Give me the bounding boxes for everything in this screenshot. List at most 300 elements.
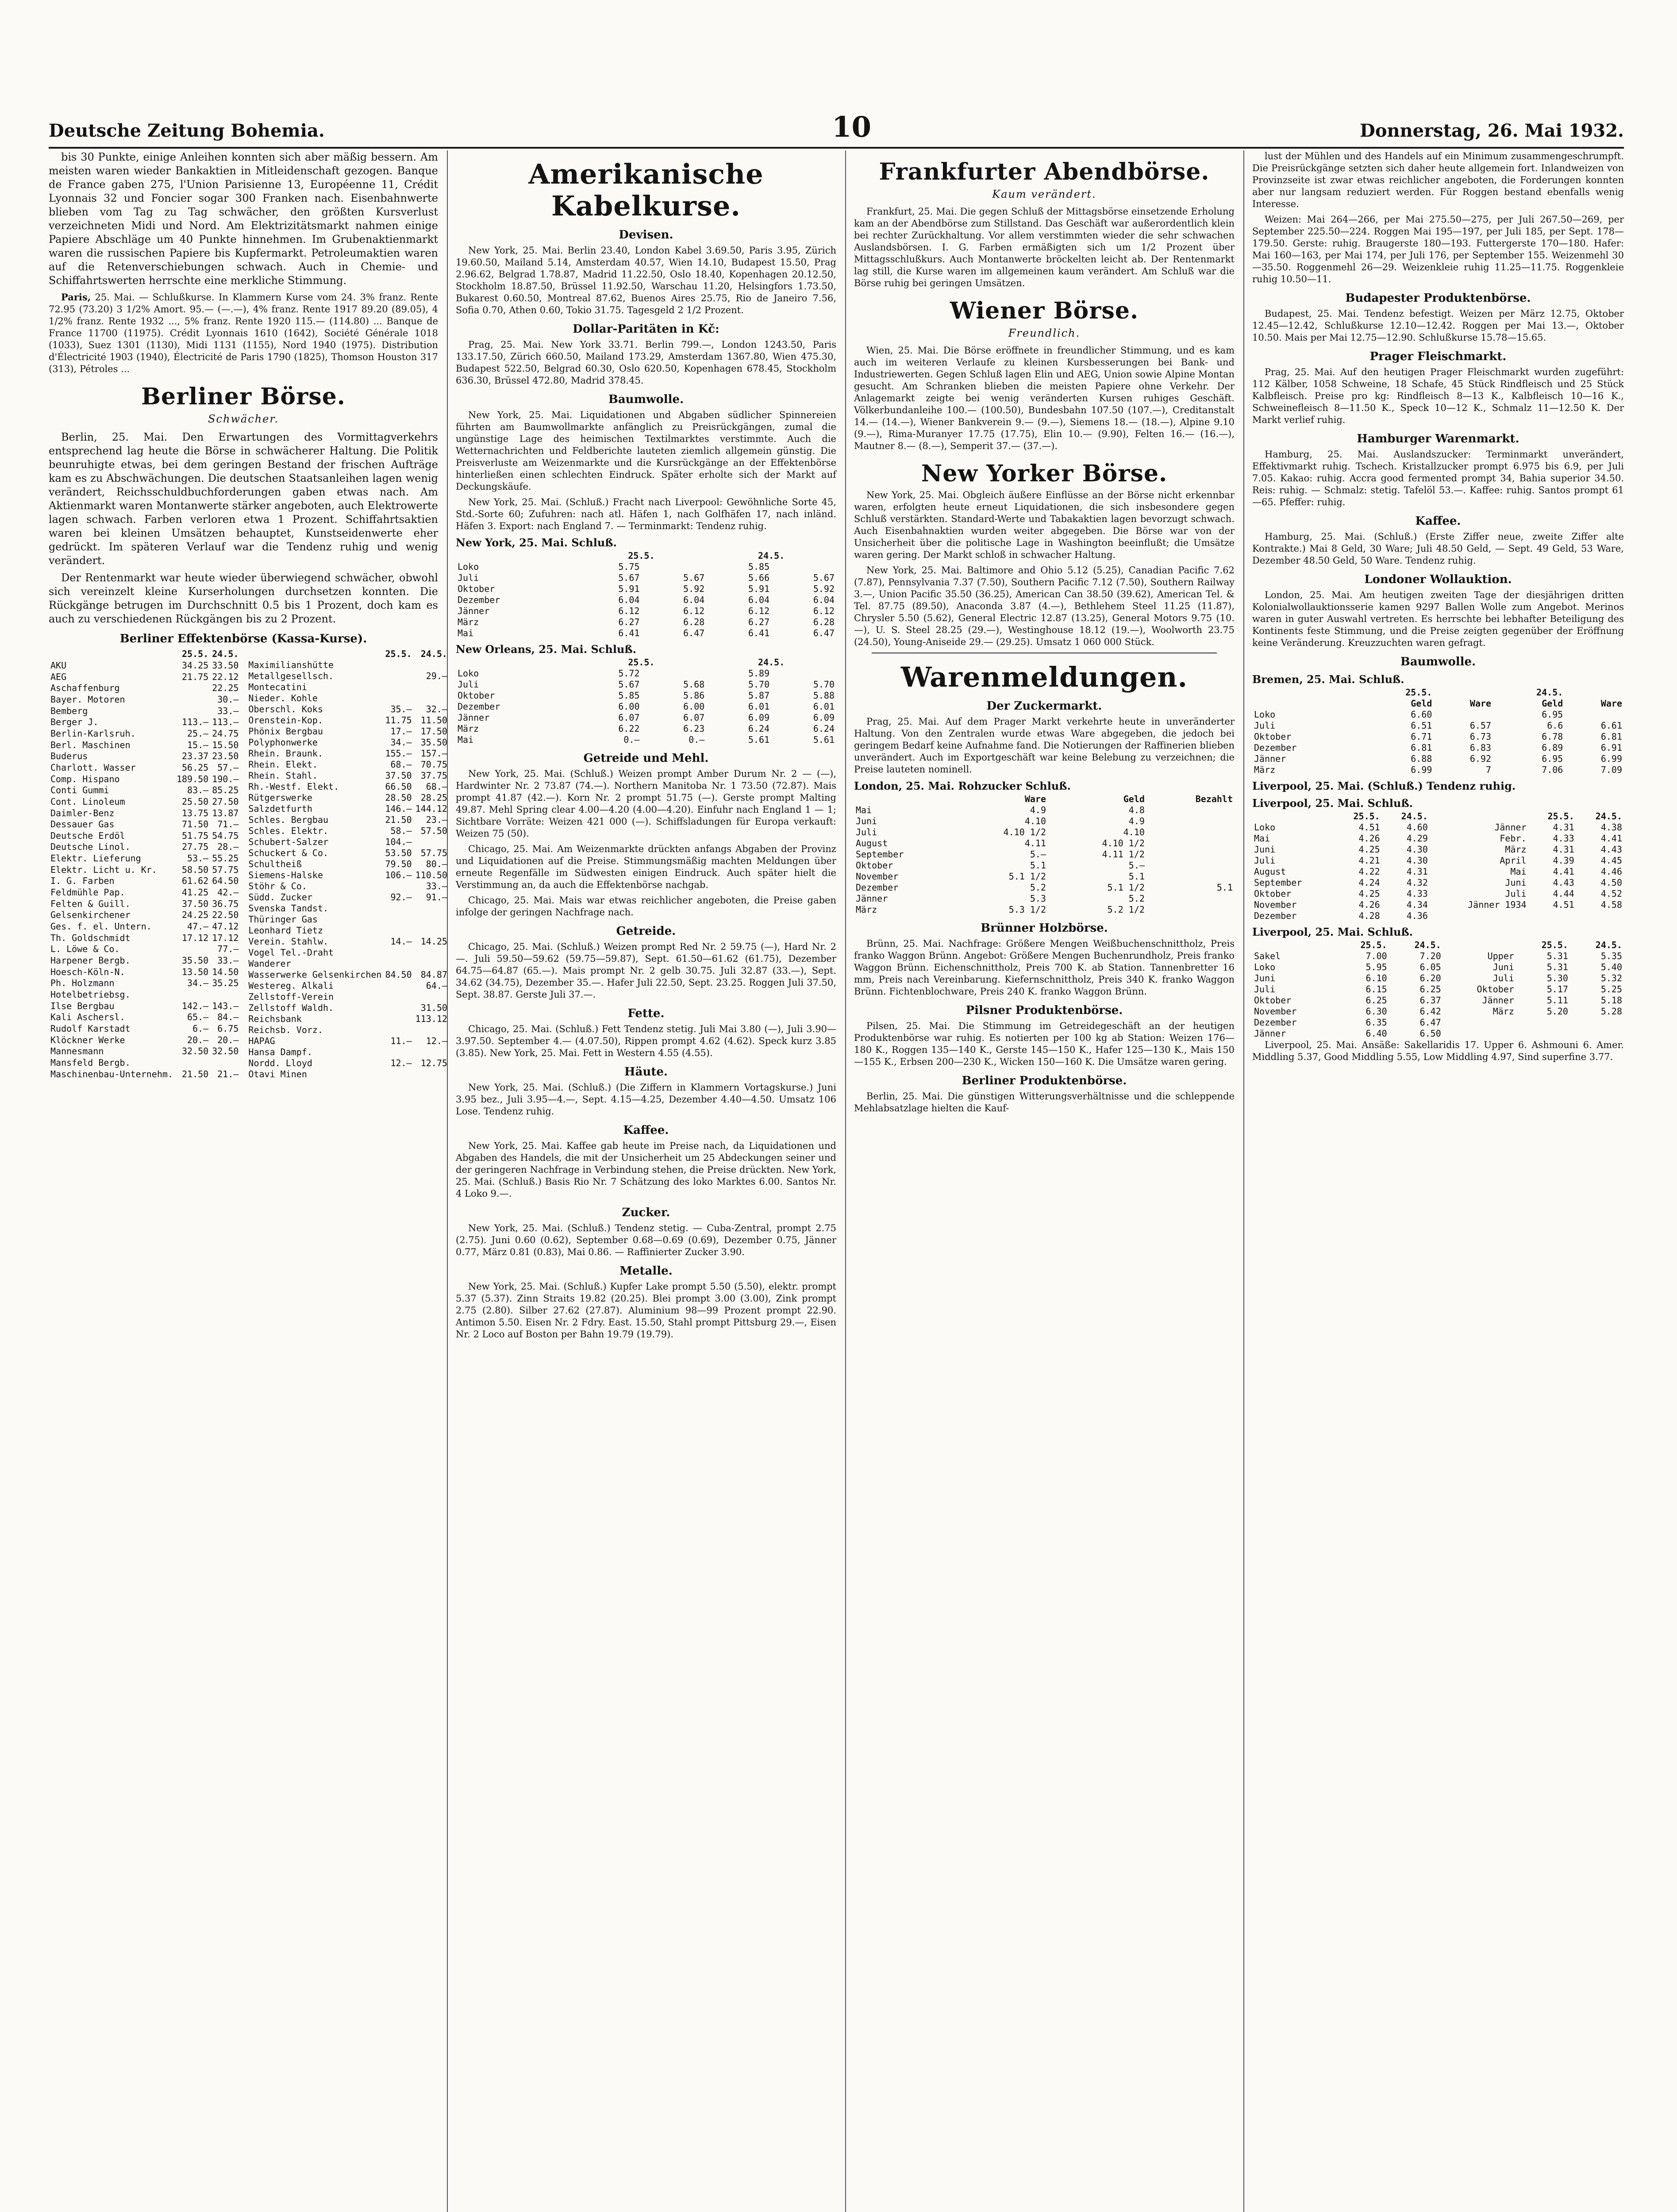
effekten-row-label: Berger J.: [50, 717, 99, 728]
liverpool-cotton-table: 25.5. 24.5. 25.5. 24.5. Loko 4.51 4.60 Jänner 4.31 4.38 Mai 4.26 4.29 Febr. 4.33 4.41 Juni 4.25 4.30 März 4.31 4.43 Juli 4.21 4.30 April 4.39 4.45 August 4.22 4.31 Mai 4.41 4.46 September 4.24 4.32 Juni 4.43 4.50 Oktober 4.25 4.33 Juli 4.44 4.52 November 4.26 4.34 Jänner 1934 4.51 4.58 Dezember 4.28 4.36: [1252, 811, 1624, 922]
liverpool-cotton-row-value: 4.52: [1600, 888, 1622, 899]
zucker-text: New York, 25. Mai. (Schluß.) Tendenz stetig. — Cuba-Zentral, prompt 2.75 (2.75). Juni 0.60 (0.62), September 0.68—0.69 (0.69), Dezember 0.75, Jänner 0.77, März 0.81 (0.83), Mai 0.86. — Raffinierter Zucker 3.90.: [456, 1223, 836, 1257]
liverpool-cotton-row-value: 4.31: [1406, 866, 1428, 877]
effekten-row: [49, 1068, 240, 1080]
bremen-cotton-row: [1252, 731, 1624, 742]
effekten-row-label: Verein. Stahlw.: [248, 936, 329, 947]
no-cotton-row-value: 5.89: [748, 668, 770, 679]
effekten-row-value: [175, 683, 210, 694]
hamburg-title: Hamburger Warenmarkt.: [1357, 432, 1519, 445]
effekten-row-value: [414, 1069, 449, 1080]
liverpool-cotton-row-label: Oktober: [1254, 888, 1292, 899]
effekten-row-label: L. Löwe & Co.: [50, 944, 120, 955]
ny-cotton-row-value: 5.91: [748, 584, 770, 594]
newyork-title: New Yorker Börse.: [921, 460, 1168, 487]
effekten-row: [246, 991, 449, 1002]
liverpool-egypt-row-value: 6.35: [1365, 1017, 1387, 1028]
bremen-cotton-row-value: 6.88: [1411, 753, 1432, 764]
liverpool-cotton-row-value: 4.25: [1358, 844, 1380, 855]
effekten-row-label: Bayer. Motoren: [50, 694, 125, 705]
prager-fleisch-title: Prager Fleischmarkt.: [1369, 350, 1507, 363]
effekten-row: [49, 694, 240, 706]
effekten-row-label: Schuckert & Co.: [248, 848, 329, 858]
london-sugar-row-label: Oktober: [856, 860, 893, 871]
effekten-row-value: [414, 914, 449, 925]
liverpool-egypt-row-value: 6.10: [1365, 973, 1387, 983]
effekten-row-value: 35.50: [420, 737, 447, 748]
london-sugar-row-value: [1154, 816, 1235, 827]
london-sugar-row-value: [1048, 827, 1055, 838]
effekten-row-label: Rh.-Westf. Elekt.: [248, 781, 339, 792]
effekten-row: [49, 921, 240, 933]
effekten-row: [246, 803, 449, 814]
effekten-row-value: 22.12: [212, 671, 239, 682]
effekten-row: [49, 853, 240, 864]
budapest-text: Budapest, 25. Mai. Tendenz befestigt. Weizen per März 12.75, Oktober 12.45—12.42, Schlußkurse 12.10—12.42. Roggen per Mai 13.—, Oktober 10.50. Mais per Mai 12.75—12.90. Schlußkurse 15.78—15.65.: [1252, 308, 1624, 343]
effekten-row-value: 57.—: [217, 762, 239, 773]
no-cotton-row: [456, 712, 836, 723]
liverpool-cotton-row-value: 4.21: [1358, 855, 1380, 866]
bremen-cotton-row-value: 6.61: [1600, 720, 1622, 731]
effekten-row-value: 58.50: [181, 864, 209, 875]
liverpool-egypt-row: [1252, 951, 1624, 962]
no-cotton-row-value: [642, 668, 707, 679]
effekten-row: [49, 773, 240, 785]
no-cotton-row-label: Oktober: [458, 690, 495, 701]
paris-quotes: [49, 291, 438, 375]
london-sugar-row-value: 5.2: [1030, 882, 1046, 893]
zuckermarkt-title: Der Zuckermarkt.: [986, 699, 1102, 713]
effekten-row: [246, 792, 449, 803]
london-sugar-row: [854, 838, 1235, 849]
effekten-row-label: Westereg. Alkali: [248, 980, 334, 991]
effekten-row-label: Reichsb. Vorz.: [248, 1025, 323, 1035]
effekten-row: [246, 1036, 449, 1047]
london-sugar-row-label: Mai: [856, 805, 872, 815]
effekten-row-value: [383, 682, 413, 693]
liverpool-egypt-row-value: 5.40: [1600, 962, 1622, 972]
berliner-produkten-title: Berliner Produktenbörse.: [962, 1074, 1127, 1087]
ny-cotton-row-value: 6.28: [813, 617, 835, 627]
effekten-row-value: 143.—: [212, 1000, 239, 1011]
liverpool-cotton-row-value: 4.33: [1553, 833, 1574, 844]
london-sugar-row: [854, 904, 1235, 915]
london-sugar-row-value: 5.1 1/2: [1008, 871, 1046, 882]
wiener-text: Wien, 25. Mai. Die Börse eröffnete in freundlicher Stimmung, und es kam auch im weiteren Verlaufe zu kleinen Kursbesserungen bei Bank- und Industriewerten. Gegen Schluß lagen Elin und AEG, Union sowie Alpine Montan gesucht. Am Schranken blieben die meisten Papiere ohne Verkehr. Der Anlagemarkt zeigte bei wenig veränderten Kursen ruhiges Geschäft. Völkerbundanleihe 100.— (100.50), Bundesbahn 107.50 (107.—), Creditanstalt 14.— (14.—), Wiener Bankverein 9.— (9.—), Siemens 18.— (18.—), Alpine 9.10 (9.—), Rima-Muranyer 17.75 (17.75), Elin 10.— (9.90), Felten 16.— (16.—), Mautner 8.— (8.—), Semperit 37.— (37.—).: [854, 345, 1235, 451]
ny-cotton-row-value: 6.47: [813, 628, 835, 638]
effekten-row-value: [383, 671, 413, 682]
effekten-row: [246, 1058, 449, 1069]
bremen-cotton-row-value: 6.73: [1469, 731, 1492, 742]
effekten-row-value: 33.—: [217, 705, 239, 716]
bremen-cotton-row-value: 6.92: [1469, 753, 1492, 764]
liverpool-cotton-row-value: 4.39: [1553, 855, 1574, 866]
effekten-row: [246, 1014, 449, 1025]
effekten-row: [49, 989, 240, 1001]
effekten-row-label: Maximilianshütte: [248, 660, 334, 670]
effekten-row: [246, 671, 449, 682]
liverpool-egypt-row-value: 7.20: [1419, 951, 1441, 961]
london-sugar-row-value: 4.9: [1030, 805, 1046, 815]
liverpool-cotton-row-value: 4.36: [1406, 910, 1428, 921]
liverpool-egypt-row-value: 5.95: [1365, 962, 1387, 972]
effekten-row: [49, 966, 240, 978]
london-sugar-row: [854, 871, 1235, 882]
effekten-row: [246, 726, 449, 737]
london-sugar-row-value: [1146, 838, 1154, 849]
liverpool-cotton-row-value: 4.26: [1358, 833, 1380, 844]
ny-cotton-row-label: Jänner: [458, 606, 490, 616]
liverpool-egypt-row-label: Jänner: [1254, 1028, 1286, 1039]
devisen-text: New York, 25. Mai. Berlin 23.40, London Kabel 3.69.50, Paris 3.95, Zürich 19.60.50, Mailand 5.14, Amsterdam 40.57, Wien 14.10, Budapest 15.50, Prag 2.96.62, Belgrad 1.78.87, Madrid 11.22.50, Oslo 18.40, Kopenhagen 20.12.50, Stockholm 18.87.50, Brüssel 11.92.50, Warschau 11.20, Helsingfors 1.73.50, Bukarest 0.60.50, Montreal 87.62, Buenos Aires 25.75, Rio de Janeiro 7.56, Sofia 0.70, Athen 0.60, Tokio 31.75. Tagesgeld 2 1/2 Prozent.: [456, 245, 836, 315]
effekten-table: [49, 649, 447, 1080]
effekten-row: [49, 683, 240, 694]
no-cotton-row-value: 6.07: [618, 712, 640, 723]
liverpool-egypt-row-value: 6.30: [1365, 1006, 1387, 1017]
effekten-row: [49, 864, 240, 876]
london-label: London, 25. Mai. Rohzucker Schluß.: [854, 780, 1071, 792]
effekten-row-label: Hoesch-Köln-N.: [50, 966, 125, 977]
effekten-row-value: 24.25: [181, 910, 209, 921]
liverpool-cotton-row-value: 4.26: [1358, 899, 1380, 910]
wiener-title: Wiener Börse.: [950, 297, 1139, 324]
effekten-row-label: Hansa Dampf.: [248, 1047, 312, 1057]
no-cotton-row-value: 6.07: [683, 712, 705, 723]
effekten-row-value: 37.75: [420, 770, 447, 781]
effekten-row-label: Comp. Hispano: [50, 773, 120, 784]
effekten-row-value: 25.—: [187, 728, 209, 739]
effekten-row-value: 58.—: [390, 826, 412, 836]
effekten-row-value: [175, 1057, 210, 1069]
london-sugar-row-value: [1146, 893, 1154, 904]
no-cotton-table: 25.5. 24.5. Loko 5.72 5.89 Juli 5.67 5.68 5.70 5.70 Oktober 5.85 5.86 5.87 5.88 Dezember 6.00 6.00 6.01 6.01 Jänner 6.07 6.07 6.09 6.09 März 6.22 6.23 6.24 6.24 Mai 0.— 0.— 5.61 5.61: [456, 657, 836, 745]
effekten-row-value: [414, 660, 449, 671]
effekten-row: [246, 814, 449, 826]
london-sugar-row-value: 5.1: [1128, 871, 1145, 882]
effekten-row-label: Polyphonwerke: [248, 737, 318, 748]
effekten-row: [49, 898, 240, 910]
kabelkurse-title: Amerikanische Kabelkurse.: [528, 158, 764, 222]
ny-cotton-row-value: 5.67: [618, 572, 640, 583]
london-sugar-row-value: [1146, 871, 1154, 882]
ny-cotton-row: [456, 561, 836, 572]
effekten-row-label: AEG: [50, 671, 67, 682]
liverpool-egypt-row-value: 6.50: [1419, 1028, 1441, 1039]
no-cotton-row-value: 5.70: [748, 679, 770, 690]
liverpool-cotton-row-value: Juni: [1505, 877, 1527, 888]
effekten-row-value: 106.—: [385, 870, 412, 880]
liverpool-egypt-row: [1252, 995, 1624, 1006]
bremen-cotton-row-value: [1434, 709, 1493, 720]
liverpool-cotton-row-value: Mai: [1510, 866, 1527, 877]
london-sugar-row-value: 5.—: [1030, 849, 1046, 860]
effekten-row-value: 68.—: [426, 781, 447, 792]
liverpool-egypt-row-value: 5.35: [1600, 951, 1622, 961]
liverpool-cotton-row-value: März: [1505, 844, 1527, 855]
bremen-cotton-row-label: Oktober: [1254, 731, 1292, 742]
liverpool-egypt-row: [1252, 1028, 1624, 1039]
london-sugar-row-value: 4.10 1/2: [1003, 827, 1046, 837]
liverpool-cotton-row-value: 4.41: [1600, 833, 1622, 844]
effekten-row-value: 85.25: [212, 785, 239, 796]
ny-cotton-row: [456, 617, 836, 628]
effekten-row-label: Schles. Elektr.: [248, 826, 329, 836]
bremen-cotton-row-value: 6.89: [1542, 742, 1563, 753]
no-cotton-row: [456, 701, 836, 712]
ny-cotton-row: [456, 628, 836, 639]
effekten-row-value: 23.37: [181, 751, 209, 762]
effekten-row-value: [175, 944, 210, 955]
effekten-row-value: 17.50: [420, 726, 447, 737]
no-cotton-row-value: 6.00: [618, 701, 640, 712]
london-sugar-row-value: [1154, 904, 1235, 915]
devisen-title: Devisen.: [619, 228, 673, 242]
effekten-row-label: Svenska Tandst.: [248, 903, 329, 914]
bremen-cotton-table: 25.5. 24.5. Geld Ware Geld Ware Loko 6.60 6.95 Juli 6.51 6.57 6.6 6.61 Oktober 6.71 6.73 6.78 6.81 Dezember 6.81 6.83 6.89 6.91 Jänner 6.88 6.92 6.95 6.99 März 6.99 7 7.06 7.09: [1252, 687, 1624, 776]
effekten-row-label: Montecatini: [248, 682, 307, 692]
effekten-row-value: 35.50: [181, 955, 209, 966]
effekten-row-value: 6.—: [192, 1023, 209, 1034]
liverpool-egypt-row: [1252, 984, 1624, 995]
no-cotton-label: New Orleans, 25. Mai. Schluß.: [456, 643, 636, 656]
effekten-row-value: 12.—: [426, 1036, 447, 1046]
effekten-row-value: [414, 947, 449, 958]
liverpool-cotton-row-value: 4.51: [1553, 899, 1574, 910]
effekten-row-label: Deutsche Erdöl: [50, 830, 125, 841]
effekten-row-value: 14.—: [390, 936, 412, 947]
effekten-row-label: Otavi Minen: [248, 1069, 307, 1079]
effekten-row-value: 37.50: [385, 770, 412, 781]
getreide-chicago-title: Getreide.: [616, 925, 676, 938]
liverpool-cotton-row-value: Jänner: [1494, 822, 1527, 833]
effekten-row-value: 92.—: [390, 892, 412, 902]
effekten-row-label: Wasserwerke Gelsenkirchen: [248, 969, 382, 980]
effekten-row-value: 21.50: [385, 814, 412, 825]
liverpool-cotton-row-value: 4.43: [1553, 877, 1574, 888]
effekten-row-label: Elektr. Licht u. Kr.: [50, 864, 157, 875]
liverpool-end-text: Liverpool, 25. Mai. Ansäße: Sakellaridis 17. Upper 6. Ashmouni 6. Amer. Middling 5.37, Good Middling 5.55, Low Middling 4.97, Sind superfine 3.77.: [1252, 1040, 1624, 1062]
liverpool-egypt-row-value: 5.25: [1600, 984, 1622, 995]
no-cotton-row-value: 5.85: [618, 690, 640, 701]
wiener-subtitle: Freundlich.: [1008, 327, 1081, 339]
effekten-row-value: 32.50: [181, 1046, 209, 1057]
no-cotton-row-value: 5.87: [748, 690, 770, 701]
page-header: [49, 111, 1624, 150]
no-cotton-row-value: 5.70: [813, 679, 835, 690]
effekten-row-value: 21.50: [181, 1068, 209, 1079]
bremen-cotton-row-value: 6.78: [1542, 731, 1563, 742]
london-sugar-row: [854, 849, 1235, 860]
liverpool-egypt-row: [1252, 973, 1624, 984]
effekten-row-value: 24.75: [212, 728, 239, 739]
london-sugar-row: [854, 893, 1235, 904]
london-sugar-row-value: 5.1: [1216, 882, 1233, 893]
bremen-cotton-row: [1252, 709, 1624, 720]
no-cotton-row-label: Loko: [458, 668, 479, 679]
ny-cotton-label: New York, 25. Mai. Schluß.: [456, 536, 617, 549]
effekten-row-value: [414, 682, 449, 693]
london-sugar-row-value: [1154, 871, 1235, 882]
no-cotton-row-value: 5.61: [748, 734, 770, 745]
london-sugar-row-value: [1146, 882, 1154, 893]
bremen-cotton-row-value: 6.57: [1469, 720, 1492, 731]
ny-cotton-row-value: 5.66: [748, 572, 770, 583]
effekten-row-label: Aschaffenburg: [50, 683, 120, 694]
no-cotton-row-value: 5.61: [813, 734, 835, 745]
effekten-row-value: 32.—: [426, 704, 447, 714]
liverpool-egypt-row-value: 6.25: [1365, 995, 1387, 1006]
liverpool-cotton-row-value: 4.38: [1600, 822, 1622, 833]
london-sugar-row-value: 4.8: [1128, 805, 1145, 815]
effekten-row-label: Rütgerswerke: [248, 792, 312, 803]
liverpool-cotton-row-value: 4.43: [1600, 844, 1622, 855]
effekten-row-value: 190.—: [212, 773, 239, 784]
effekten-row-label: Salzdetfurth: [248, 803, 312, 814]
liverpool-egypt-row-label: Loko: [1254, 962, 1276, 972]
effekten-row-label: Buderus: [50, 751, 88, 762]
effekten-row-value: [175, 705, 210, 717]
effekten-row-value: 64.—: [426, 980, 447, 991]
effekten-row-value: 71.—: [217, 819, 239, 830]
liverpool-egypt-row-value: 5.20: [1546, 1006, 1568, 1017]
effekten-row: [49, 762, 240, 774]
effekten-row: [246, 1069, 449, 1080]
dollar-text: Prag, 25. Mai. New York 33.71. Berlin 799.—, London 1243.50, Paris 133.17.50, Zürich 660.50, Mailand 173.29, Amsterdam 1367.80, Wien 475.30, Budapest 522.50, Belgrad 60.30, Oslo 620.50, Kopenhagen 678.45, Stockholm 636.30, Brüssel 472.80, Madrid 378.45.: [456, 339, 836, 386]
liverpool-cotton-row: [1252, 833, 1624, 844]
liverpool-cotton-row-value: 4.46: [1600, 866, 1622, 877]
ny-cotton-row-value: [771, 561, 836, 572]
no-cotton-row-label: Mai: [458, 734, 474, 745]
getreide-chicago-text: Chicago, 25. Mai. (Schluß.) Weizen prompt Red Nr. 2 59.75 (—), Hard Nr. 2 —. Juli 59.50—59.62 (59.75—59.87), Sept. 61.50—61.62 (61.75), Dezember 64.75—64.87 (65.—). Mais prompt Nr. 2 gelb 30.75. Juli 32.87 (33.—), Sept. 34.62 (34.75), Dezember 35.—. Hafer Juli 22.50, Sept. 23.25. Roggen Juli 37.50, Sept. 38.87. Gerste Juli 37.—.: [456, 941, 836, 1000]
effekten-row-label: Schles. Bergbau: [248, 814, 329, 825]
effekten-row: [246, 870, 449, 881]
metalle-title: Metalle.: [619, 1264, 673, 1278]
baumwolle-title-2: Baumwolle.: [1400, 655, 1476, 668]
effekten-row-label: Felten & Guill.: [50, 898, 131, 909]
effekten-row: [246, 914, 449, 925]
liverpool-cotton-row-value: 4.33: [1406, 888, 1428, 899]
bremen-cotton-row-value: 6.51: [1411, 720, 1432, 731]
london-sugar-row-label: September: [856, 849, 904, 860]
effekten-row-value: 57.75: [420, 848, 447, 858]
page-number: 10: [832, 111, 872, 144]
london-sugar-row: [854, 805, 1235, 816]
ny-cotton-row-label: Mai: [458, 628, 474, 638]
effekten-row-label: Nordd. Lloyd: [248, 1058, 312, 1068]
ny-cotton-row-value: 6.12: [813, 606, 835, 616]
effekten-row-value: 11.75: [385, 715, 412, 726]
effekten-row-value: 144.12: [415, 803, 447, 814]
effekten-row-label: Charlott. Wasser: [50, 762, 136, 773]
hamburg-text: Hamburg, 25. Mai. Auslandszucker: Terminmarkt unverändert, Effektivmarkt ruhig. Tschech. Kristallzucker prompt 6.975 bis 6.9, per Juli 7.05. Kakao: ruhig. Accra good fermented prompt 34, Bahia superior 34.50. Reis: ruhig. — Schmalz: stetig. Tafelöl 53.—. Kaffee: ruhig. Santos prompt 61—65. Pfeffer: ruhig.: [1252, 449, 1624, 507]
liverpool-egypt-row-value: 6.20: [1419, 973, 1441, 983]
liverpool-egypt-row-label: Oktober: [1254, 995, 1292, 1006]
liverpool-cotton-row: [1252, 899, 1624, 910]
liverpool-cotton-row-label: September: [1254, 877, 1302, 888]
bremen-cotton-row-value: 6.95: [1542, 753, 1563, 764]
effekten-row-label: Ilse Bergbau: [50, 1000, 115, 1011]
effekten-row-value: 27.75: [181, 841, 209, 853]
effekten-row-value: [383, 958, 413, 969]
effekten-row: [49, 910, 240, 921]
no-cotton-row: [456, 690, 836, 701]
liverpool1-label: Liverpool, 25. Mai. (Schluß.) Tendenz ruhig.: [1252, 780, 1516, 792]
liverpool-egypt-row-value: 5.31: [1546, 951, 1568, 961]
effekten-row: [246, 848, 449, 859]
effekten-row: [246, 958, 449, 969]
effekten-row-value: 25.50: [181, 796, 209, 807]
bremen-cotton-row-label: Juli: [1254, 720, 1276, 731]
liverpool-egypt-row-value: Jänner: [1482, 995, 1514, 1006]
liverpool-egypt-row: [1252, 1006, 1624, 1017]
liverpool-egypt-row-value: [1570, 1017, 1624, 1028]
liverpool-cotton-row: [1252, 888, 1624, 899]
effekten-row: [49, 1023, 240, 1035]
effekten-row: [246, 947, 449, 958]
effekten-row-value: 84.—: [217, 1012, 239, 1023]
effekten-row-value: [175, 989, 210, 1001]
effekten-row: [49, 671, 240, 683]
ny-cotton-row-value: 6.12: [618, 606, 640, 616]
london-sugar-row-value: [1048, 860, 1055, 871]
liverpool-egypt-row-value: 5.32: [1600, 973, 1622, 983]
no-cotton-row: [456, 668, 836, 679]
bremen-cotton-row-label: Jänner: [1254, 753, 1286, 764]
effekten-row: [246, 693, 449, 704]
ny-cotton-row-value: 6.04: [683, 595, 705, 605]
fette-text: Chicago, 25. Mai. (Schluß.) Fett Tendenz stetig. Juli Mai 3.80 (—), Juli 3.90—3.97.50. September 4.— (4.07.50), Rippen prompt 4.62 (4.62). Speck kurz 3.85 (3.85). New York, 25. Mai. Fett in Western 4.55 (4.55).: [456, 1024, 836, 1058]
london-sugar-row-value: 4.9: [1128, 816, 1145, 826]
no-cotton-row-value: 6.23: [683, 723, 705, 734]
effekten-row: [49, 739, 240, 751]
effekten-row-value: 12.75: [420, 1058, 447, 1068]
effekten-row-label: Gelsenkirchener: [50, 910, 131, 921]
liverpool-cotton-row-value: 4.29: [1406, 833, 1428, 844]
london-sugar-row-value: [1048, 838, 1055, 849]
london-sugar-row-value: [1146, 860, 1154, 871]
effekten-row-value: [383, 660, 413, 671]
liverpool-egypt-row-value: 5.11: [1546, 995, 1568, 1006]
effekten-row-value: 15.50: [212, 739, 239, 750]
article-continuation: bis 30 Punkte, einige Anleihen konnten sich aber mäßig bessern. Am meisten waren wieder Bankaktien in Mitleidenschaft gezogen. Banque de France gaben 275, l'Union Parisienne 13, Européenne 11, Crédit Lyonnais 32 und Foncier sogar 300 Franken nach. Eisenbahnwerte blieben vom Tag zu Tag schwächer, den größten Kursverlust verzeichneten Midi und Nord. Am Elektrizitätsmarkt nahmen einige Papiere Abschläge um 40 Punkte hinnehmen. Im Grubenaktienmarkt waren die russischen Papiere bis Kupfermarkt. Petroleumaktien waren auf die Retenverschiebungen schwach. Auch in Chemie- und Schiffahrtswerten herrschte eine merkliche Stimmung.: [49, 151, 438, 287]
liverpool-cotton-row-value: 4.31: [1553, 844, 1574, 855]
effekten-row-value: 13.87: [212, 807, 239, 818]
bremen-cotton-row-value: 6.6: [1547, 720, 1563, 731]
effekten-row-value: 35.25: [212, 978, 239, 989]
effekten-row: [246, 826, 449, 837]
effekten-row: [49, 944, 240, 955]
ny-cotton-row-value: 6.27: [748, 617, 770, 627]
liverpool-egypt-row-value: 6.37: [1419, 995, 1441, 1006]
effekten-row: [246, 715, 449, 726]
no-cotton-row-value: 6.00: [683, 701, 705, 712]
effekten-row-label: Zellstoff-Verein: [248, 991, 334, 1002]
liverpool-cotton-row-value: 4.58: [1600, 899, 1622, 910]
effekten-row-value: 28.25: [420, 792, 447, 803]
effekten-row-label: Maschinenbau-Unternehm.: [50, 1068, 173, 1079]
bremen-cotton-row: [1252, 720, 1624, 731]
london-sugar-row-value: 5.3: [1030, 893, 1046, 904]
effekten-row-value: 21.75: [181, 671, 209, 682]
effekten-row-value: 6.75: [217, 1023, 239, 1034]
ny-cotton-row-value: 6.12: [748, 606, 770, 616]
bremen-cotton-row-label: Loko: [1254, 709, 1276, 720]
bremen-cotton-row: [1252, 753, 1624, 764]
effekten-row-label: Mansfeld Bergb.: [50, 1057, 131, 1068]
effekten-row-value: [383, 925, 413, 936]
effekten-row-value: [414, 958, 449, 969]
effekten-row-value: 15.—: [187, 739, 209, 750]
